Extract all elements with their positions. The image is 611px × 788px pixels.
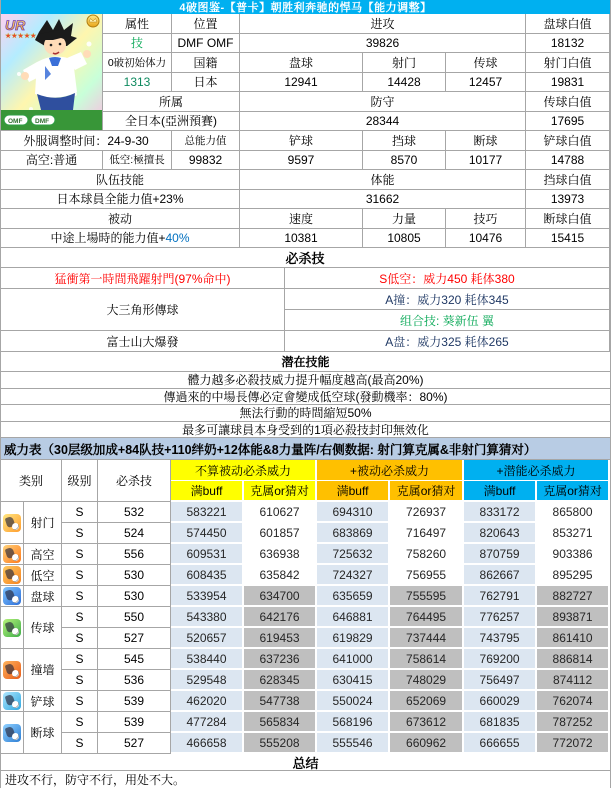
shot-icon-glyph: [3, 514, 21, 532]
skill-power-value: 527: [98, 733, 171, 754]
subheader-maxbuff: 满buff: [171, 481, 244, 502]
power-value: 893871: [537, 607, 610, 628]
power-value: 660029: [464, 691, 537, 712]
power-value: 550024: [317, 691, 390, 712]
category-label: 撞墙: [24, 649, 62, 691]
power-table-title: 威力表（30层级加成+84队技+110绊奶+12体能&8力量阵/右侧数据: 射门算克属&非射门算猜对）: [1, 438, 610, 460]
skill-2-detail: A撞：威力320 耗体345: [285, 289, 610, 310]
pass-value: 12457: [446, 73, 526, 93]
grade-value: S: [62, 586, 98, 607]
cut-icon: [1, 712, 24, 754]
hp-header: 0破初始体力: [103, 53, 172, 73]
power-table-row: [1, 502, 610, 523]
speed-header: 速度: [240, 209, 363, 229]
power-value: 683869: [317, 523, 390, 544]
power-table-row: [1, 691, 610, 712]
power-table-body: [1, 502, 610, 754]
power-value: 529548: [171, 670, 244, 691]
potential-item: 最多可讓球員本身受到的1項必殺技封印無效化: [1, 422, 610, 439]
power-value: 716497: [390, 523, 464, 544]
power-value: 646881: [317, 607, 390, 628]
power-value: 764495: [390, 607, 464, 628]
skill-power-value: 527: [98, 628, 171, 649]
power-value: 772072: [537, 733, 610, 754]
skill-3-detail: A盘：威力325 耗体265: [285, 331, 610, 352]
power-value: 637236: [244, 649, 317, 670]
power-value: 725632: [317, 544, 390, 565]
power-value: 694310: [317, 502, 390, 523]
tech-value: 10476: [446, 229, 526, 249]
power-value: 634700: [244, 586, 317, 607]
cut-value: 10177: [446, 151, 526, 171]
passive-value-percent: 40%: [165, 230, 190, 245]
club-value: 全日本(亞洲預賽): [103, 112, 240, 132]
power-value: 755595: [390, 586, 464, 607]
dribble-white-header: 盘球白值: [526, 14, 610, 34]
category-label: 低空: [24, 565, 62, 586]
power-value: 609531: [171, 544, 244, 565]
power-value: 477284: [171, 712, 244, 733]
power-value: 762791: [464, 586, 537, 607]
shot-white-header: 射门白值: [526, 53, 610, 73]
grade-value: S: [62, 502, 98, 523]
power-value: 547738: [244, 691, 317, 712]
skill-power-value: 539: [98, 691, 171, 712]
power-value: 743795: [464, 628, 537, 649]
block-value: 8570: [363, 151, 446, 171]
power-value: 583221: [171, 502, 244, 523]
power-table-row: [1, 565, 610, 586]
player-info-table: [1, 14, 610, 248]
power-value: 10805: [363, 229, 446, 249]
dribble-icon: [1, 586, 24, 607]
power-value: 861410: [537, 628, 610, 649]
low-rating: 低空:極擅長: [103, 151, 172, 171]
page-title: 4破图鉴-【普卡】朝胜利奔驰的悍马【能力调整】: [1, 0, 610, 14]
power-value: 870759: [464, 544, 537, 565]
block-header: 挡球: [363, 131, 446, 151]
grade-value: S: [62, 544, 98, 565]
potential-skills-header: 潜在技能: [1, 352, 610, 372]
category-label: 盘球: [24, 586, 62, 607]
low-icon: [1, 565, 24, 586]
passive-value-text: 中途上場時的能力值+: [50, 231, 166, 246]
power-value: 462020: [171, 691, 244, 712]
dribble-icon-glyph: [3, 587, 21, 605]
power-value: 610627: [244, 502, 317, 523]
defense-value: 28344: [240, 112, 526, 132]
power-value: 630415: [317, 670, 390, 691]
nation-header: 国籍: [172, 53, 240, 73]
power-value: 820643: [464, 523, 537, 544]
power-value: 787252: [537, 712, 610, 733]
grade-value: S: [62, 628, 98, 649]
skill-power-value: 532: [98, 502, 171, 523]
aerial-rating: 高空:普通: [1, 151, 103, 171]
low-icon-glyph: [3, 566, 21, 584]
hp-value: 1313: [103, 73, 172, 93]
category-label: 传球: [24, 607, 62, 649]
power-table-row: [1, 607, 610, 628]
power-table-row: [1, 523, 610, 544]
power-value: 758614: [390, 649, 464, 670]
club-header: 所属: [103, 92, 240, 112]
power-value: 758260: [390, 544, 464, 565]
power-value: 555208: [244, 733, 317, 754]
skill-1-name: 猛衝第一時間飛躍射門(97%命中): [1, 268, 285, 289]
dribble-header: 盘球: [240, 53, 363, 73]
player-card-art: [1, 14, 102, 130]
position-badge-dmf: DMF: [35, 118, 50, 125]
power-value: 769200: [464, 649, 537, 670]
stamina-header: 体能: [240, 170, 526, 190]
power-value: 882727: [537, 586, 610, 607]
group-header-plus-passive: +被动必杀威力: [317, 460, 464, 481]
total-value: 99832: [172, 151, 240, 171]
star-rating: ★★★★★: [5, 33, 37, 40]
grade-value: S: [62, 733, 98, 754]
power-value: 724327: [317, 565, 390, 586]
skill-power-value: 530: [98, 565, 171, 586]
power-value: 619829: [317, 628, 390, 649]
category-label: 铲球: [24, 691, 62, 712]
shot-header: 射门: [363, 53, 446, 73]
dribble-white-value: 18132: [526, 34, 610, 54]
attack-value: 39826: [240, 34, 526, 54]
potential-item: 無法行動的時間縮短50%: [1, 405, 610, 422]
power-value: 776257: [464, 607, 537, 628]
skill-power-value: 550: [98, 607, 171, 628]
attack-header: 进攻: [240, 14, 526, 34]
power-value: 748029: [390, 670, 464, 691]
block-white-value: 13973: [526, 190, 610, 210]
pass-white-value: 17695: [526, 112, 610, 132]
power-value: 555546: [317, 733, 390, 754]
crown-icon: [87, 15, 99, 27]
power-value: 660962: [390, 733, 464, 754]
skill-2-combo: 组合技: 葵新伍 翼: [285, 310, 610, 331]
position-badge-omf: OMF: [8, 118, 23, 125]
summary-text: 进攻不行，防守不行，用处不大。: [5, 773, 186, 787]
power-value: 756497: [464, 670, 537, 691]
power-value: 681835: [464, 712, 537, 733]
power-value: 635659: [317, 586, 390, 607]
shot-icon: [1, 502, 24, 544]
cut-header: 断球: [446, 131, 526, 151]
position-value: DMF OMF: [172, 34, 240, 54]
power-table-row: [1, 628, 610, 649]
power-table-row: [1, 733, 610, 754]
skill-1-detail: S低空：威力450 耗体380: [285, 268, 610, 289]
power-value: 574450: [171, 523, 244, 544]
tackle-white-header: 铲球白值: [526, 131, 610, 151]
skill-3-name: 富士山大爆發: [1, 331, 285, 352]
power-value: 619453: [244, 628, 317, 649]
power-value: 762074: [537, 691, 610, 712]
skill-column-header: 必杀技: [98, 460, 171, 502]
potential-item: 體力越多必殺技威力提升幅度越高(最高20%): [1, 372, 610, 389]
power-value: 543380: [171, 607, 244, 628]
power-table-row: [1, 649, 610, 670]
power-value: 628345: [244, 670, 317, 691]
power-table-row: [1, 712, 610, 733]
potential-item: 傳過來的中場長傳必定會變成低空球(發動機率：80%): [1, 389, 610, 406]
shot-white-value: 19831: [526, 73, 610, 93]
skill-power-value: 545: [98, 649, 171, 670]
grade-value: S: [62, 712, 98, 733]
position-header: 位置: [172, 14, 240, 34]
power-table: [1, 460, 610, 754]
potential-skills-section: [1, 352, 610, 438]
subheader-counter: 克属or猜对: [390, 481, 464, 502]
pass-header: 传球: [446, 53, 526, 73]
power-value: 726937: [390, 502, 464, 523]
subheader-maxbuff: 满buff: [464, 481, 537, 502]
special-skills-header: 必杀技: [1, 248, 610, 268]
passive-header: 被动: [1, 209, 240, 229]
power-value: 466658: [171, 733, 244, 754]
skill-power-value: 539: [98, 712, 171, 733]
wall-icon-glyph: [3, 661, 21, 679]
power-value: 666655: [464, 733, 537, 754]
aerial-icon-glyph: [3, 545, 21, 563]
grade-column-header: 级别: [62, 460, 98, 502]
dribble-value: 12941: [240, 73, 363, 93]
block-white-header: 挡球白值: [526, 170, 610, 190]
grade-value: S: [62, 691, 98, 712]
subheader-maxbuff: 满buff: [317, 481, 390, 502]
special-skills-section: [1, 248, 610, 352]
passive-value: [1, 229, 240, 249]
speed-value: 10381: [240, 229, 363, 249]
tackle-header: 铲球: [240, 131, 363, 151]
attr-header: 属性: [103, 14, 172, 34]
power-value: 886814: [537, 649, 610, 670]
adjust-date: 外服调整时间：24-9-30: [1, 131, 172, 151]
team-skill-value: 日本球員全能力值+23%: [1, 190, 240, 210]
power-header: 力量: [363, 209, 446, 229]
subheader-counter: 克属or猜对: [537, 481, 610, 502]
group-header-plus-potential: +潜能必杀威力: [464, 460, 610, 481]
power-value: 652069: [390, 691, 464, 712]
grade-value: S: [62, 670, 98, 691]
grade-value: S: [62, 523, 98, 544]
power-value: 756955: [390, 565, 464, 586]
cut-white-value: 15415: [526, 229, 610, 249]
stamina-value: 31662: [240, 190, 526, 210]
power-value: 737444: [390, 628, 464, 649]
cut-white-header: 断球白值: [526, 209, 610, 229]
cut-icon-glyph: [3, 724, 21, 742]
summary-header: 总结: [1, 754, 610, 771]
power-value: 520657: [171, 628, 244, 649]
pass-white-header: 传球白值: [526, 92, 610, 112]
aerial-icon: [1, 544, 24, 565]
power-value: 568196: [317, 712, 390, 733]
power-value: 865800: [537, 502, 610, 523]
category-label: 射门: [24, 502, 62, 544]
category-column-header: 类别: [1, 460, 62, 502]
svg-text:UR: UR: [5, 17, 26, 33]
power-value: 608435: [171, 565, 244, 586]
tackle-icon-glyph: [3, 692, 21, 710]
defense-header: 防守: [240, 92, 526, 112]
skill-power-value: 536: [98, 670, 171, 691]
skill-power-value: 524: [98, 523, 171, 544]
power-value: 565834: [244, 712, 317, 733]
category-label: 高空: [24, 544, 62, 565]
group-header-no-passive: 不算被动必杀威力: [171, 460, 317, 481]
power-value: 642176: [244, 607, 317, 628]
wall-icon: [1, 649, 24, 691]
power-value: 636938: [244, 544, 317, 565]
tackle-value: 9597: [240, 151, 363, 171]
power-value: 673612: [390, 712, 464, 733]
tackle-icon: [1, 691, 24, 712]
grade-value: S: [62, 565, 98, 586]
pass-icon: [1, 607, 24, 649]
power-value: 601857: [244, 523, 317, 544]
power-value: 853271: [537, 523, 610, 544]
power-table-row: [1, 544, 610, 565]
pass-icon-glyph: [3, 619, 21, 637]
grade-value: S: [62, 649, 98, 670]
power-value: 903386: [537, 544, 610, 565]
subheader-counter: 克属or猜对: [244, 481, 317, 502]
power-value: 874112: [537, 670, 610, 691]
total-header: 总能力值: [172, 131, 240, 151]
skill-power-value: 530: [98, 586, 171, 607]
shot-value: 14428: [363, 73, 446, 93]
power-value: 635842: [244, 565, 317, 586]
power-value: 862667: [464, 565, 537, 586]
skill-power-value: 556: [98, 544, 171, 565]
power-value: 538440: [171, 649, 244, 670]
power-table-row: [1, 670, 610, 691]
player-card: [1, 14, 103, 131]
nation-value: 日本: [172, 73, 240, 93]
attr-value: 技: [103, 34, 172, 54]
power-value: 833172: [464, 502, 537, 523]
team-skill-header: 队伍技能: [1, 170, 240, 190]
category-label: 断球: [24, 712, 62, 754]
power-table-row: [1, 586, 610, 607]
power-value: 895295: [537, 565, 610, 586]
tech-header: 技巧: [446, 209, 526, 229]
skill-2-name: 大三角形傳球: [1, 289, 285, 331]
grade-value: S: [62, 607, 98, 628]
power-value: 533954: [171, 586, 244, 607]
power-value: 641000: [317, 649, 390, 670]
tackle-white-value: 14788: [526, 151, 610, 171]
